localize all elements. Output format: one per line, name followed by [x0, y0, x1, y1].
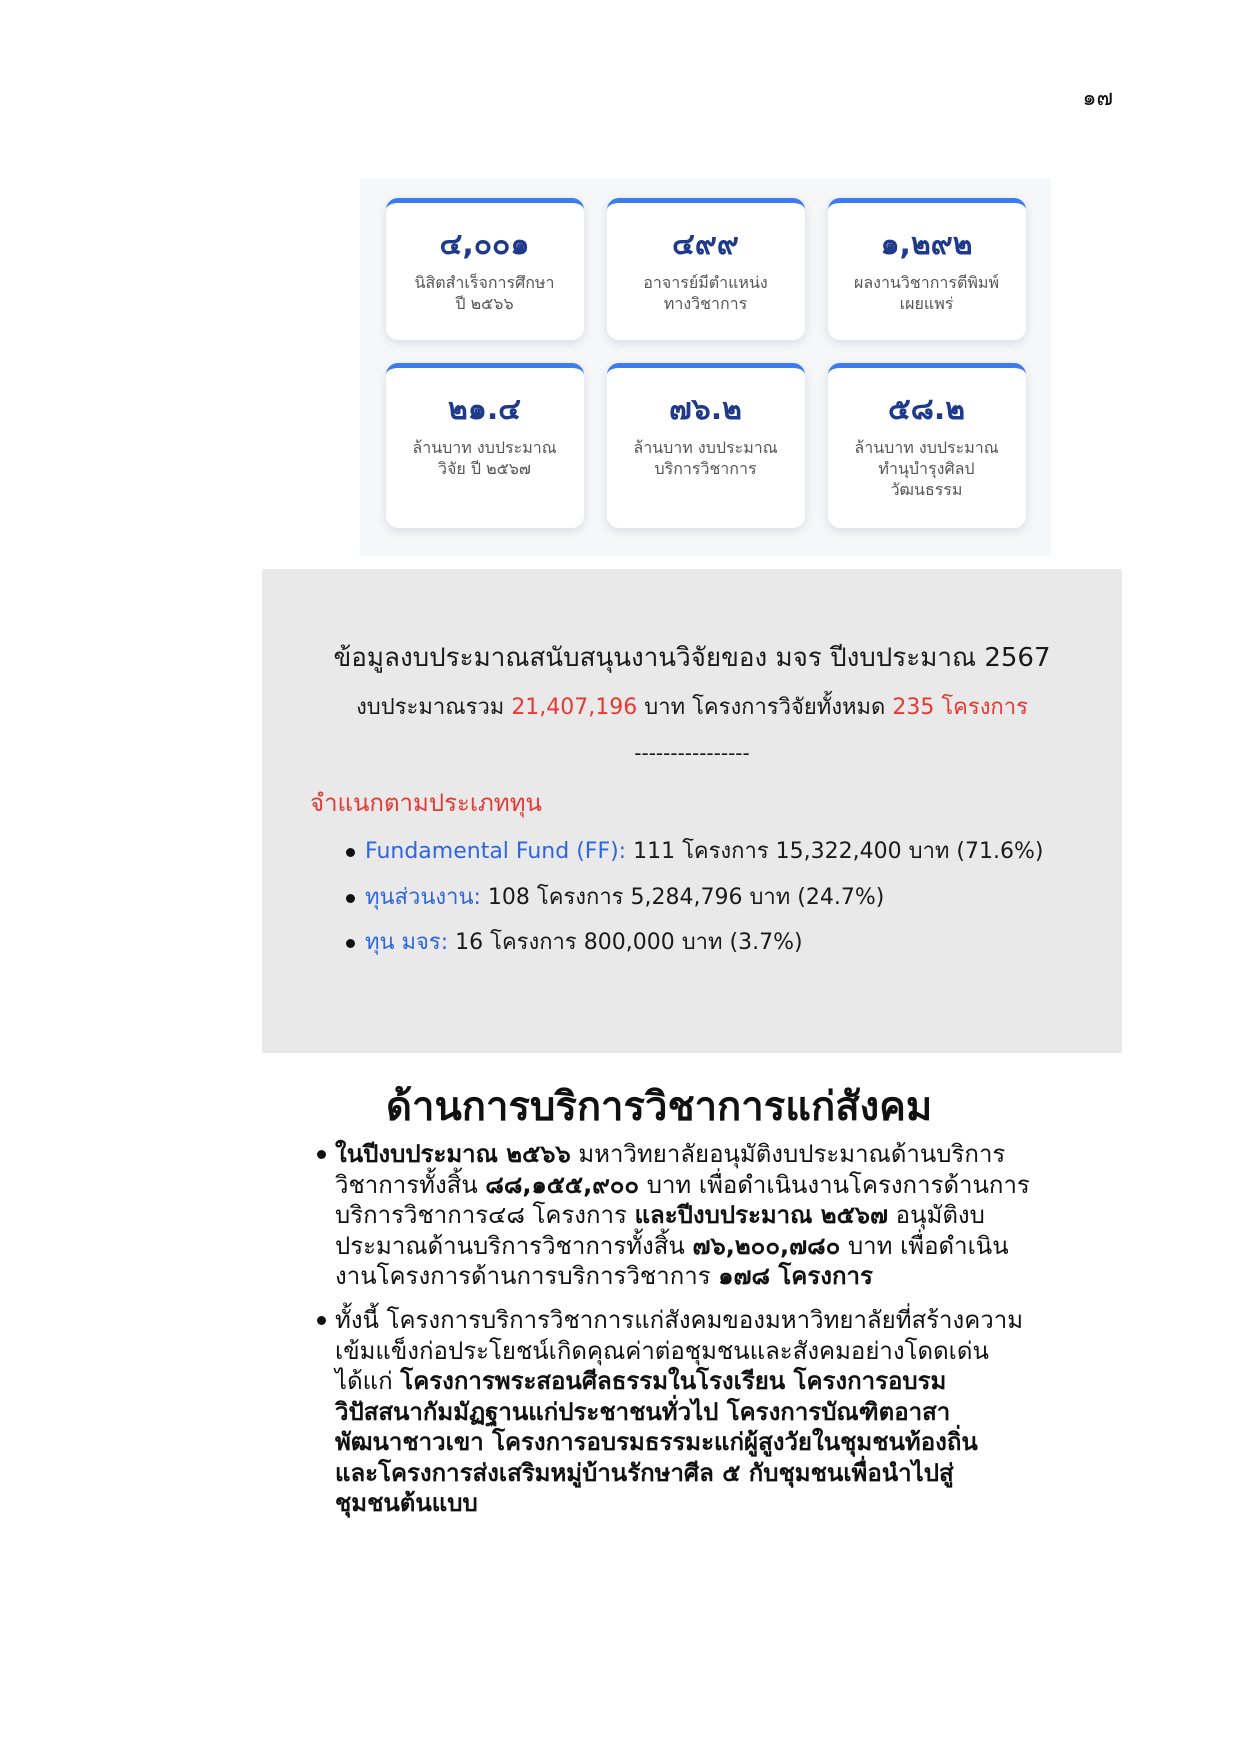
text-line — [335, 1488, 1197, 1519]
stat-value: ๗๖.๒ — [669, 392, 742, 427]
body-text: บาท เพื่อดำเนินงานโครงการด้านการ — [646, 1170, 1030, 1199]
text-line — [335, 1366, 1197, 1397]
research-budget-box — [262, 569, 1122, 1053]
emphasized-text: วิปัสสนากัมมัฏฐานแก่ประชาชนทั่วไป โครงการบัณฑิตอาสา — [335, 1397, 951, 1426]
bullet-icon — [346, 848, 355, 857]
stat-label-group — [836, 437, 1018, 500]
stat-label-group — [615, 272, 797, 314]
divider-line: ---------------- — [634, 741, 750, 765]
body-text: ทั้งนี้ โครงการบริการวิชาการแก่สังคมของมหาวิทยาลัยที่สร้างความ — [335, 1306, 1024, 1334]
emphasized-text: ในปีงบประมาณ ๒๕๖๖ — [335, 1140, 571, 1168]
fund-category-name: Fundamental Fund (FF): — [365, 839, 627, 864]
page-number: ๑๗ — [1082, 86, 1113, 111]
stat-label-group — [394, 272, 576, 314]
fund-category-item — [365, 836, 1122, 868]
text-line — [335, 1231, 1197, 1262]
stat-label-group — [615, 437, 797, 479]
body-text: ประมาณด้านบริการวิชาการทั้งสิ้น — [335, 1231, 685, 1260]
stat-label-line: เผยแพร่ — [899, 294, 954, 313]
emphasized-text: ๗๖,๒๐๐,๗๘๐ — [692, 1231, 841, 1260]
emphasized-text: ชุมชนต้นแบบ — [335, 1489, 478, 1517]
text-line — [335, 1336, 1197, 1367]
bullet-icon — [346, 894, 355, 903]
stat-label-line: วัฒนธรรม — [890, 480, 963, 499]
stat-card-culture-budget — [828, 363, 1026, 528]
stat-label-line: ล้านบาท งบประมาณ — [633, 438, 778, 457]
text-line — [335, 1139, 1197, 1170]
stat-label-line: ทำนุบำรุงศิลป — [878, 459, 975, 478]
emphasized-text: ๘๘,๑๕๕,๙๐๐ — [485, 1170, 640, 1199]
stat-value: ๔๙๙ — [672, 227, 739, 262]
text-line — [335, 1397, 1197, 1428]
fund-category-detail: 108 โครงการ 5,284,796 บาท (24.7%) — [487, 884, 885, 910]
stat-label-line: ล้านบาท งบประมาณ — [854, 438, 999, 457]
category-heading: จำแนกตามประเภททุน — [310, 789, 542, 817]
stat-card-service-budget — [607, 363, 805, 528]
emphasized-text: โครงการพระสอนศีลธรรมในโรงเรียน โครงการอบรม — [400, 1367, 947, 1395]
bullet-icon — [317, 1316, 326, 1325]
emphasized-text: และปีงบประมาณ ๒๕๖๗ — [634, 1201, 889, 1229]
bullet-icon — [317, 1150, 326, 1159]
body-text: บาท เพื่อดำเนิน — [847, 1231, 1009, 1260]
stat-card-publications — [828, 198, 1026, 340]
fund-category-name: ทุน มจร: — [365, 930, 449, 955]
project-count: 235 โครงการ — [892, 695, 1028, 720]
text-line — [335, 1458, 1197, 1489]
total-budget-amount: 21,407,196 — [511, 695, 638, 720]
stat-label-line: วิจัย ปี ๒๕๖๗ — [438, 459, 531, 478]
fund-category-detail: 111 โครงการ 15,322,400 บาท (71.6%) — [633, 839, 1044, 864]
list-item — [317, 1305, 1197, 1519]
stat-label-line: ทางวิชาการ — [663, 294, 748, 313]
projects-label: บาท โครงการวิจัยทั้งหมด — [644, 695, 886, 720]
body-text: วิชาการทั้งสิ้น — [335, 1170, 478, 1199]
text-line — [335, 1170, 1197, 1201]
stat-value: ๔,๐๐๑ — [439, 227, 530, 262]
bullet-icon — [346, 939, 355, 948]
text-line — [335, 1200, 1197, 1231]
emphasized-text: ๑๗๘ โครงการ — [718, 1262, 873, 1290]
emphasized-text: และโครงการส่งเสริมหมู่บ้านรักษาศีล ๕ กับชุมชนเพื่อนำไปสู่ — [335, 1458, 954, 1487]
body-text: เข้มแข็งก่อประโยชน์เกิดคุณค่าต่อชุมชนและสังคมอย่างโดดเด่น — [335, 1336, 989, 1365]
fund-category-item — [365, 882, 1122, 914]
academic-service-list — [317, 1139, 1197, 1532]
research-budget-title: ข้อมูลงบประมาณสนับสนุนงานวิจัยของ มจร ปีงบประมาณ 2567 — [333, 643, 1051, 673]
text-line — [335, 1305, 1197, 1336]
emphasized-text: พัฒนาชาวเขา โครงการอบรมธรรมะแก่ผู้สูงวัยในชุมชนท้องถิ่น — [335, 1428, 978, 1456]
stat-value: ๒๑.๔ — [448, 392, 521, 427]
stats-grid — [360, 198, 1051, 528]
section-heading: ด้านการบริการวิชาการแก่สังคม — [386, 1084, 933, 1130]
text-line — [335, 1261, 1197, 1292]
body-text: งานโครงการด้านการบริการวิชาการ — [335, 1262, 711, 1290]
stat-card-academic-staff — [607, 198, 805, 340]
stat-card-research-budget — [386, 363, 584, 528]
stat-card-graduates — [386, 198, 584, 340]
stat-label-line: ผลงานวิชาการตีพิมพ์ — [853, 273, 1000, 292]
stats-panel — [360, 178, 1051, 556]
body-text: ได้แก่ — [335, 1367, 393, 1395]
stat-label-line: นิสิตสำเร็จการศึกษา — [414, 273, 555, 292]
budget-summary — [262, 693, 1122, 723]
fund-category-name: ทุนส่วนงาน: — [365, 884, 481, 910]
body-text: อนุมัติงบ — [895, 1201, 985, 1229]
fund-category-list — [262, 836, 1122, 959]
total-budget-label: งบประมาณรวม — [356, 695, 505, 720]
text-line — [335, 1427, 1197, 1458]
stat-label-group — [836, 272, 1018, 314]
list-item — [317, 1139, 1197, 1292]
stat-label-line: บริการวิชาการ — [654, 459, 757, 478]
stat-label-line: ล้านบาท งบประมาณ — [412, 438, 557, 457]
stat-label-line: ปี ๒๕๖๖ — [455, 294, 514, 313]
body-text: มหาวิทยาลัยอนุมัติงบประมาณด้านบริการ — [578, 1140, 1006, 1168]
stat-label-group — [394, 437, 576, 479]
fund-category-item — [365, 927, 1122, 959]
fund-category-detail: 16 โครงการ 800,000 บาท (3.7%) — [455, 930, 803, 955]
body-text: บริการวิชาการ๔๘ โครงการ — [335, 1201, 627, 1229]
stat-label-line: อาจารย์มีตำแหน่ง — [643, 273, 768, 292]
stat-value: ๑,๒๙๒ — [880, 227, 973, 262]
stat-value: ๕๘.๒ — [887, 392, 966, 427]
